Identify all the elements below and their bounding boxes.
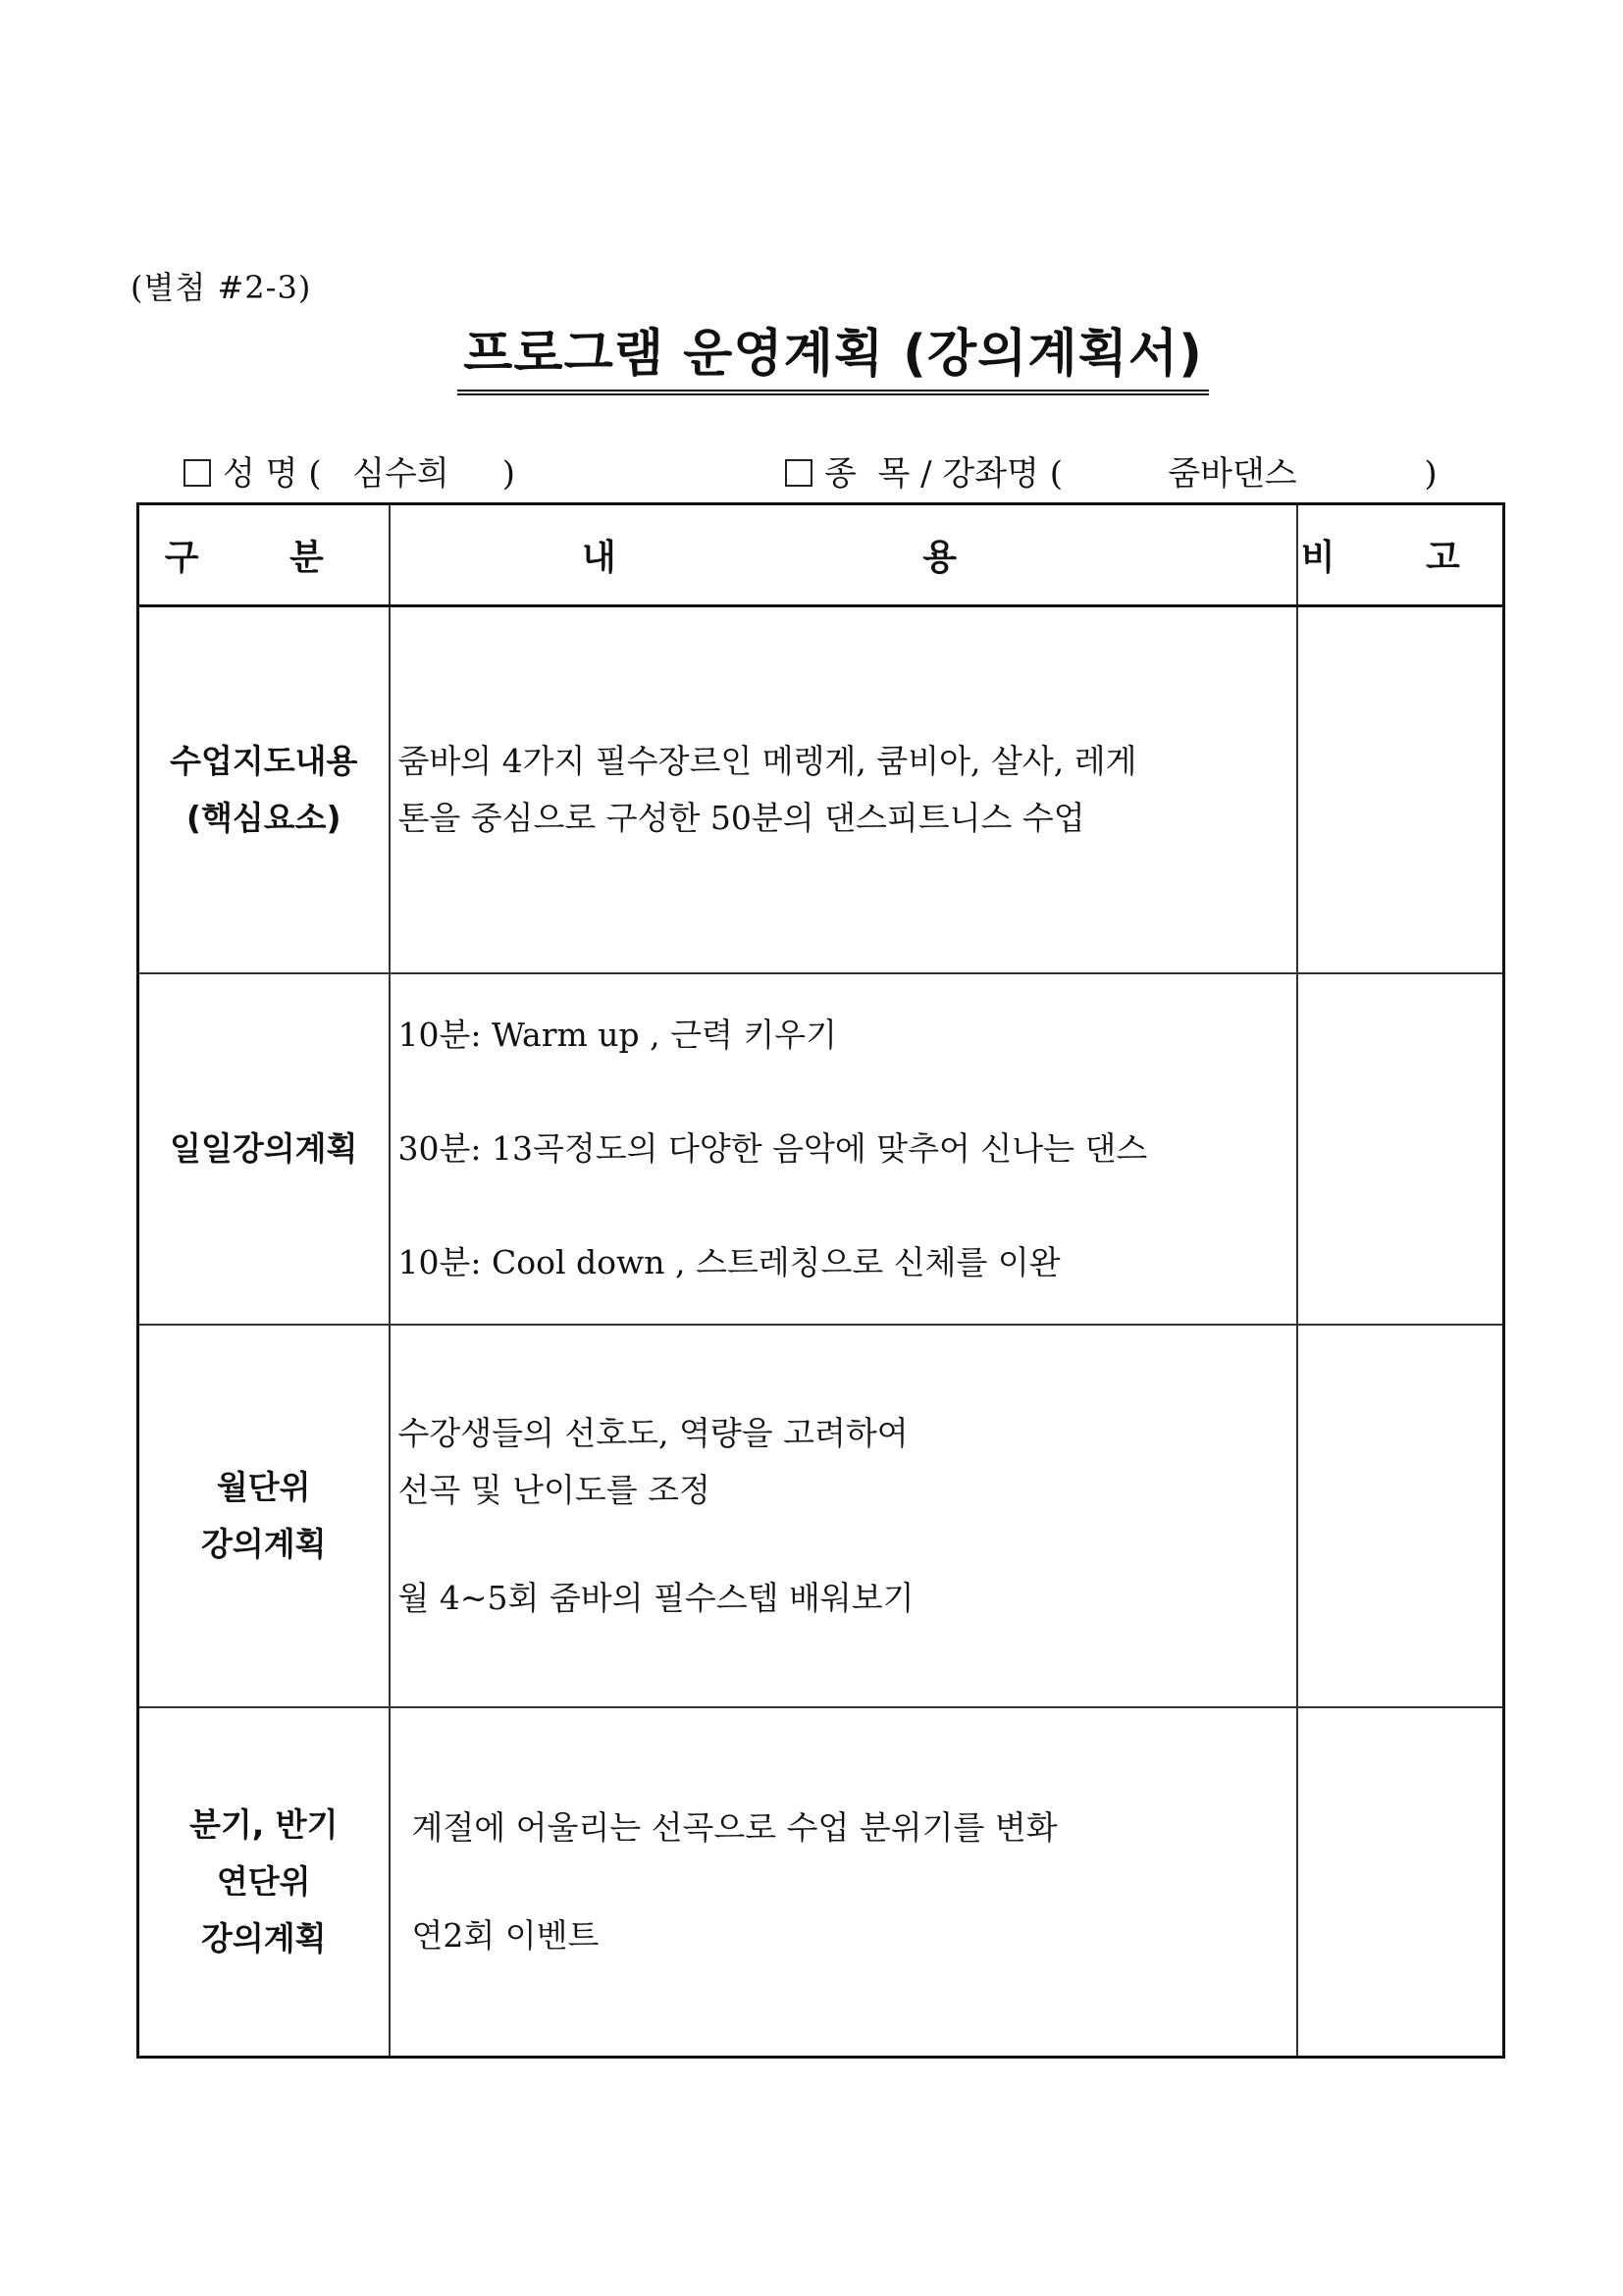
course-close: ) xyxy=(1424,454,1438,494)
name-close: ) xyxy=(501,454,516,494)
table-row xyxy=(138,1707,1504,2058)
page-title-wrapper xyxy=(0,312,1623,395)
category-line: 일일강의계획 xyxy=(170,1128,358,1168)
row-content xyxy=(390,606,1297,973)
spacer xyxy=(398,1064,1295,1121)
content-line: 톤을 중심으로 구성한 50분의 댄스피트니스 수업 xyxy=(397,798,1085,837)
row-remarks xyxy=(1297,1707,1504,2058)
content-line: 30분: 13곡정도의 다양한 음악에 맞추어 신나는 댄스 xyxy=(397,1128,1148,1168)
table-header-row xyxy=(138,504,1504,606)
attachment-label: (별첨 #2-3) xyxy=(131,269,312,306)
category-line: 강의계획 xyxy=(200,1524,327,1563)
spacer xyxy=(398,1177,1295,1234)
row-category xyxy=(138,1707,390,2058)
row-content xyxy=(390,1707,1297,2058)
category-line: 분기, 반기 xyxy=(188,1804,339,1844)
header-content: 내 용 xyxy=(390,504,1297,606)
content-line: 수강생들의 선호도, 역량을 고려하여 xyxy=(397,1413,909,1452)
content-line: 선곡 및 난이도를 조정 xyxy=(397,1470,710,1509)
table-row xyxy=(138,1325,1504,1707)
content-line: 10분: Warm up , 근력 키우기 xyxy=(397,1015,837,1054)
row-remarks xyxy=(1297,973,1504,1325)
spacer xyxy=(398,1519,1295,1570)
table-row xyxy=(138,606,1504,973)
category-line: 수업지도내용 xyxy=(170,741,358,780)
table-row xyxy=(138,973,1504,1325)
lecture-plan-table xyxy=(136,502,1505,2059)
category-line: 강의계획 xyxy=(200,1918,327,1957)
spacer xyxy=(398,1856,1295,1907)
content-line: 줌바의 4가지 필수장르인 메렝게, 쿰비아, 살사, 레게 xyxy=(397,741,1137,780)
name-label: 성 명 ( xyxy=(223,454,322,494)
course-checkbox-icon xyxy=(785,459,812,487)
course-label: 종 목 / 강좌명 ( xyxy=(824,454,1063,494)
content-line: 계절에 어울리는 선곡으로 수업 분위기를 변화 xyxy=(411,1807,1058,1847)
course-info xyxy=(785,446,1438,495)
course-value: 줌바댄스 xyxy=(1168,454,1297,494)
header-remarks: 비 고 xyxy=(1297,504,1504,606)
row-category xyxy=(138,973,390,1325)
category-line: 연단위 xyxy=(216,1861,311,1901)
category-line: 월단위 xyxy=(216,1467,311,1506)
row-content xyxy=(390,973,1297,1325)
content-line: 연2회 이벤트 xyxy=(411,1915,600,1955)
page-title: 프로그램 운영계획 (강의계획서) xyxy=(457,312,1209,395)
name-info xyxy=(183,446,515,495)
content-line: 10분: Cool down , 스트레칭으로 신체를 이완 xyxy=(397,1242,1061,1281)
row-content xyxy=(390,1325,1297,1707)
header-category: 구 분 xyxy=(138,504,390,606)
row-remarks xyxy=(1297,1325,1504,1707)
name-value: 심수희 xyxy=(352,454,449,494)
category-line: (핵심요소) xyxy=(185,798,341,837)
name-checkbox-icon xyxy=(183,459,211,487)
row-category xyxy=(138,1325,390,1707)
row-category xyxy=(138,606,390,973)
content-line: 월 4~5회 줌바의 필수스텝 배워보기 xyxy=(397,1578,915,1617)
row-remarks xyxy=(1297,606,1504,973)
